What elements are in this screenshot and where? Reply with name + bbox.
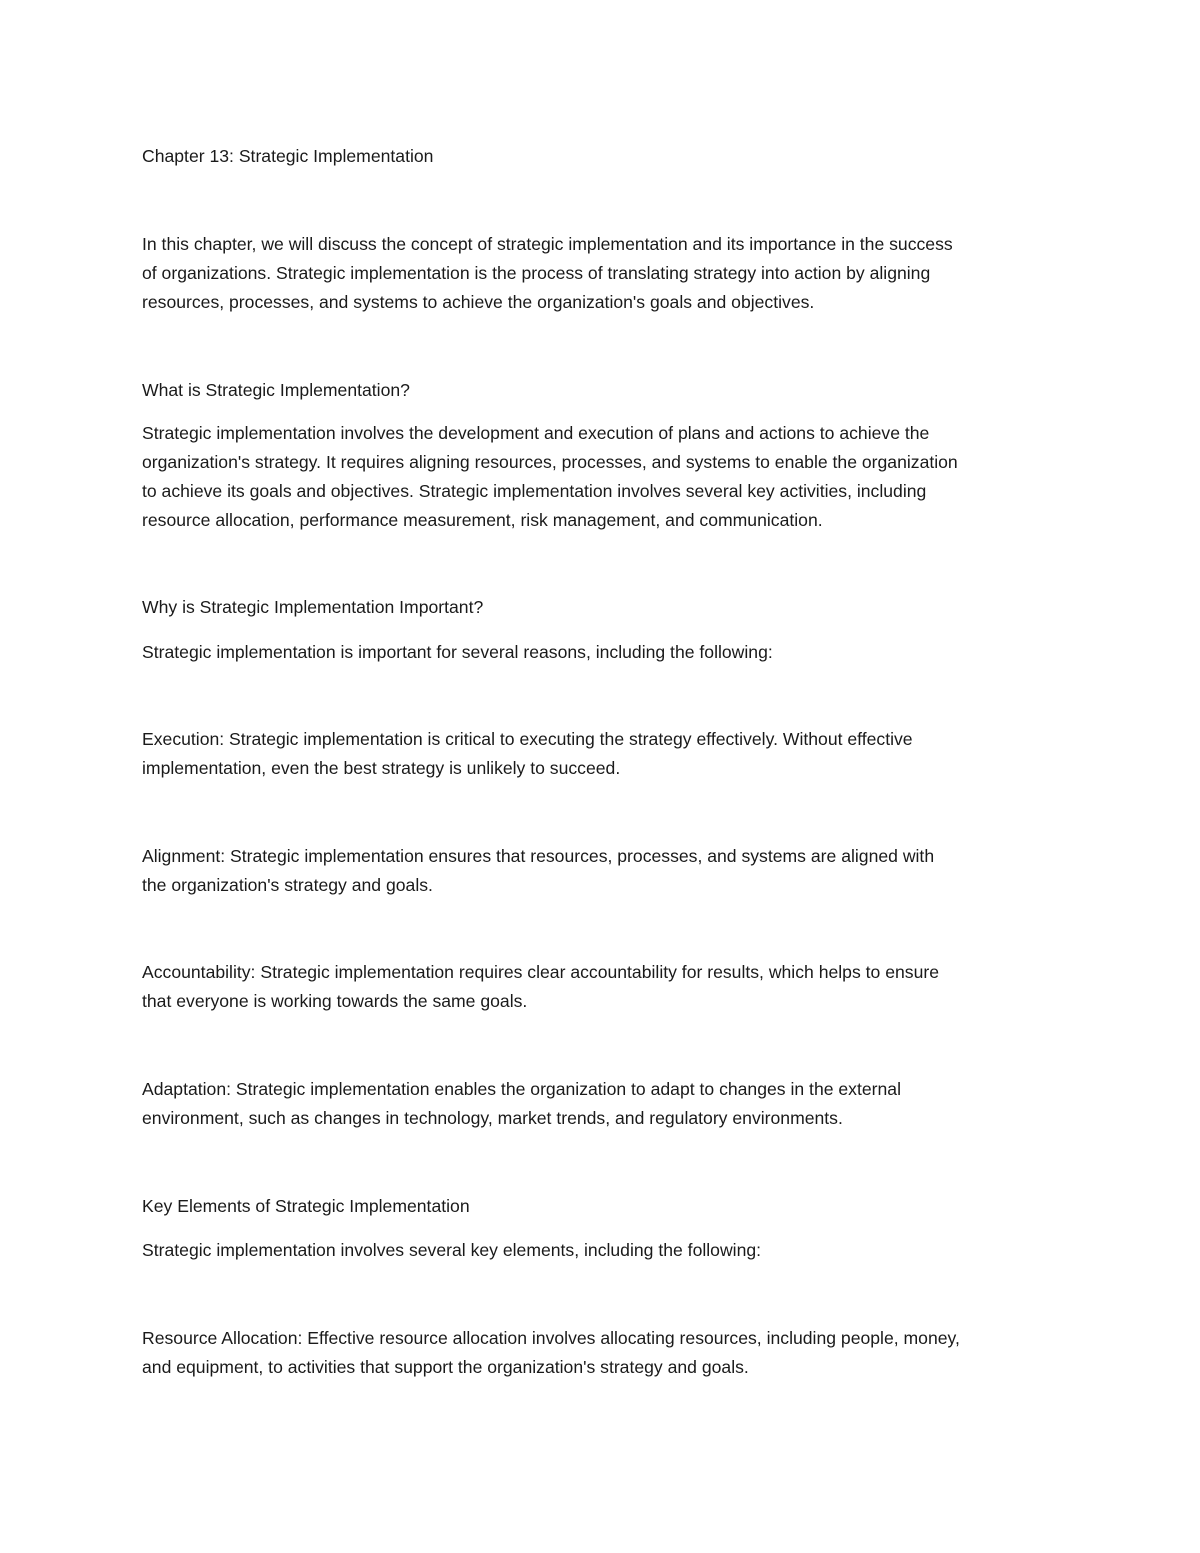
section-heading-what: What is Strategic Implementation?	[142, 380, 410, 400]
what-body-line-3: to achieve its goals and objectives. Strategic implementation involves several key activities, including	[142, 481, 927, 501]
intro-line-3: resources, processes, and systems to achieve the organization's goals and objectives.	[142, 292, 815, 312]
why-lead: Strategic implementation is important for several reasons, including the following:	[142, 642, 773, 662]
key-item-resource-line-2: and equipment, to activities that support the organization's strategy and goals.	[142, 1357, 749, 1377]
why-item-accountability-line-1: Accountability: Strategic implementation requires clear accountability for results, which helps to ensure	[142, 962, 939, 982]
what-body-line-1: Strategic implementation involves the development and execution of plans and actions to achieve the	[142, 423, 930, 443]
key-lead: Strategic implementation involves several key elements, including the following:	[142, 1240, 762, 1260]
chapter-title: Chapter 13: Strategic Implementation	[142, 146, 434, 166]
why-item-adaptation-line-1: Adaptation: Strategic implementation enables the organization to adapt to changes in the external	[142, 1079, 901, 1099]
why-item-alignment-line-2: the organization's strategy and goals.	[142, 875, 433, 895]
key-item-resource-line-1: Resource Allocation: Effective resource allocation involves allocating resources, including people, money,	[142, 1328, 960, 1348]
why-item-accountability-line-2: that everyone is working towards the same goals.	[142, 991, 528, 1011]
why-item-alignment-line-1: Alignment: Strategic implementation ensures that resources, processes, and systems are aligned with	[142, 846, 935, 866]
intro-line-2: of organizations. Strategic implementation is the process of translating strategy into action by aligning	[142, 263, 931, 283]
section-heading-why: Why is Strategic Implementation Important?	[142, 597, 484, 617]
section-heading-key: Key Elements of Strategic Implementation	[142, 1196, 470, 1216]
intro-line-1: In this chapter, we will discuss the concept of strategic implementation and its importance in the success	[142, 234, 953, 254]
why-item-adaptation-line-2: environment, such as changes in technology, market trends, and regulatory environments.	[142, 1108, 843, 1128]
why-item-execution-line-2: implementation, even the best strategy is unlikely to succeed.	[142, 758, 621, 778]
what-body-line-2: organization's strategy. It requires aligning resources, processes, and systems to enable the organization	[142, 452, 958, 472]
what-body-line-4: resource allocation, performance measurement, risk management, and communication.	[142, 510, 823, 530]
why-item-execution-line-1: Execution: Strategic implementation is critical to executing the strategy effectively. Without effective	[142, 729, 913, 749]
